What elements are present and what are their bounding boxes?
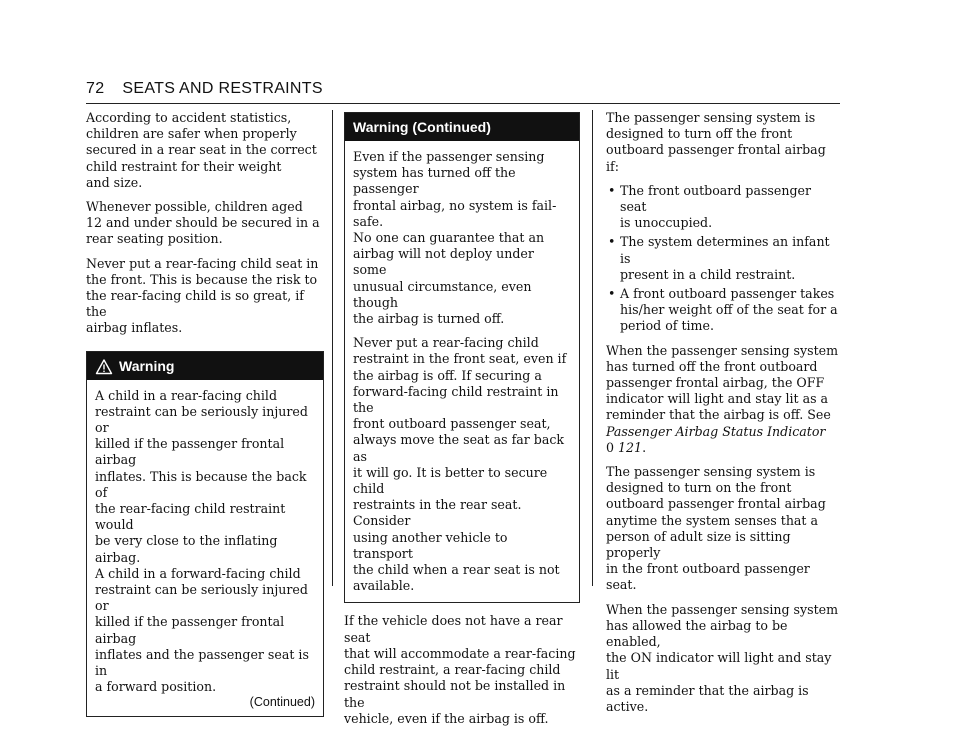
paragraph: If the vehicle does not have a rear seat that will accommodate a rear-facing child restraint, a rear-facing child restraint should not be installed in the vehicle, even if the airbag is off. xyxy=(344,613,576,726)
header-rule xyxy=(86,103,840,104)
column-1 xyxy=(86,110,324,717)
paragraph: When the passenger sensing system has allowed the airbag to be enabled, the ON indicator will light and stay lit as a reminder that the airbag is active. xyxy=(606,601,839,714)
warning-header xyxy=(345,113,579,141)
page-ref-number[interactable]: 121 xyxy=(618,439,643,455)
warning-icon xyxy=(95,357,113,375)
paragraph: Never put a rear-facing child seat in the front. This is because the risk to the rear-facing child is so great, if the airbag inflates. xyxy=(86,255,319,336)
paragraph: The passenger sensing system is designed to turn on the front outboard passenger frontal airbag anytime the system senses that a person of adult size is sitting properly in the front outboard passenger seat. xyxy=(606,464,826,593)
list-item-text: The system determines an infant is present in a child restraint. xyxy=(620,234,830,282)
section-title: SEATS AND RESTRAINTS xyxy=(122,80,323,97)
column-3 xyxy=(606,110,840,723)
warning-box-continued xyxy=(344,112,580,603)
bullet-glyph: • xyxy=(608,234,616,250)
warning-text: A child in a rear-facing child restraint can be seriously injured or killed if the passenger frontal airbag inflates. This is because the back of the rear-facing child restraint would be very close to the inflating airbag. A child in a forward-facing child restraint can be seriously injured or killed if the passenger frontal airbag inflates and the passenger seat is in a forward position. xyxy=(95,387,309,695)
paragraph-text: When the passenger sensing system has turned off the front outboard passenger frontal airbag, the OFF indicator will light and stay lit as a reminder that the airbag is off. See xyxy=(606,342,839,423)
paragraph: The passenger sensing system is designed to turn off the front outboard passenger frontal airbag if: xyxy=(606,110,826,174)
warning-box xyxy=(86,351,324,717)
cross-reference-link[interactable]: Passenger Airbag Status Indicator xyxy=(606,423,826,439)
column-2 xyxy=(344,110,580,735)
warning-text: Never put a rear-facing child restraint in the front seat, even if the airbag is off. If securing a forward-facing child restraint in the front outboard passenger seat, always move the seat as far back as it will go. It is better to secure child restraints in the rear seat. Consider using another vehicle to transport the child when a rear seat is not available. xyxy=(353,335,567,594)
list-item xyxy=(606,286,840,335)
column-divider xyxy=(592,110,593,586)
page-number: 72 xyxy=(86,80,105,97)
paragraph: According to accident statistics, children are safer when properly secured in a rear seat in the correct child restraint for their weight and size. xyxy=(86,110,317,190)
paragraph: Whenever possible, children aged 12 and under should be secured in a rear seating position. xyxy=(86,199,320,247)
list-item-text: A front outboard passenger takes his/her weight off of the seat for a period of time. xyxy=(620,286,838,334)
warning-header xyxy=(87,352,323,380)
bullet-list xyxy=(606,183,840,335)
paragraph: When the passenger sensing system has turned off the front outboard passenger frontal airbag, the OFF indicator will light and stay lit as a reminder that the airbag is off. See Passenger Airbag Status Indicator 0 121. xyxy=(606,342,839,455)
bullet-glyph: • xyxy=(608,286,616,302)
bullet-glyph: • xyxy=(608,182,616,198)
warning-title: Warning xyxy=(119,357,175,374)
page-header xyxy=(86,80,323,98)
list-item-text: The front outboard passenger seat is unoccupied. xyxy=(620,182,811,231)
warning-text: Even if the passenger sensing system has turned off the passenger frontal airbag, no system is fail-safe. No one can guarantee that an airbag will not deploy under some unusual circumstance, even though the airbag is turned off. xyxy=(353,149,557,327)
column-divider xyxy=(332,110,333,586)
list-item xyxy=(606,183,840,232)
continued-label: (Continued) xyxy=(249,694,315,709)
page-ref-symbol: 0 xyxy=(606,439,615,455)
list-item xyxy=(606,234,840,283)
warning-title: Warning (Continued) xyxy=(353,119,491,135)
